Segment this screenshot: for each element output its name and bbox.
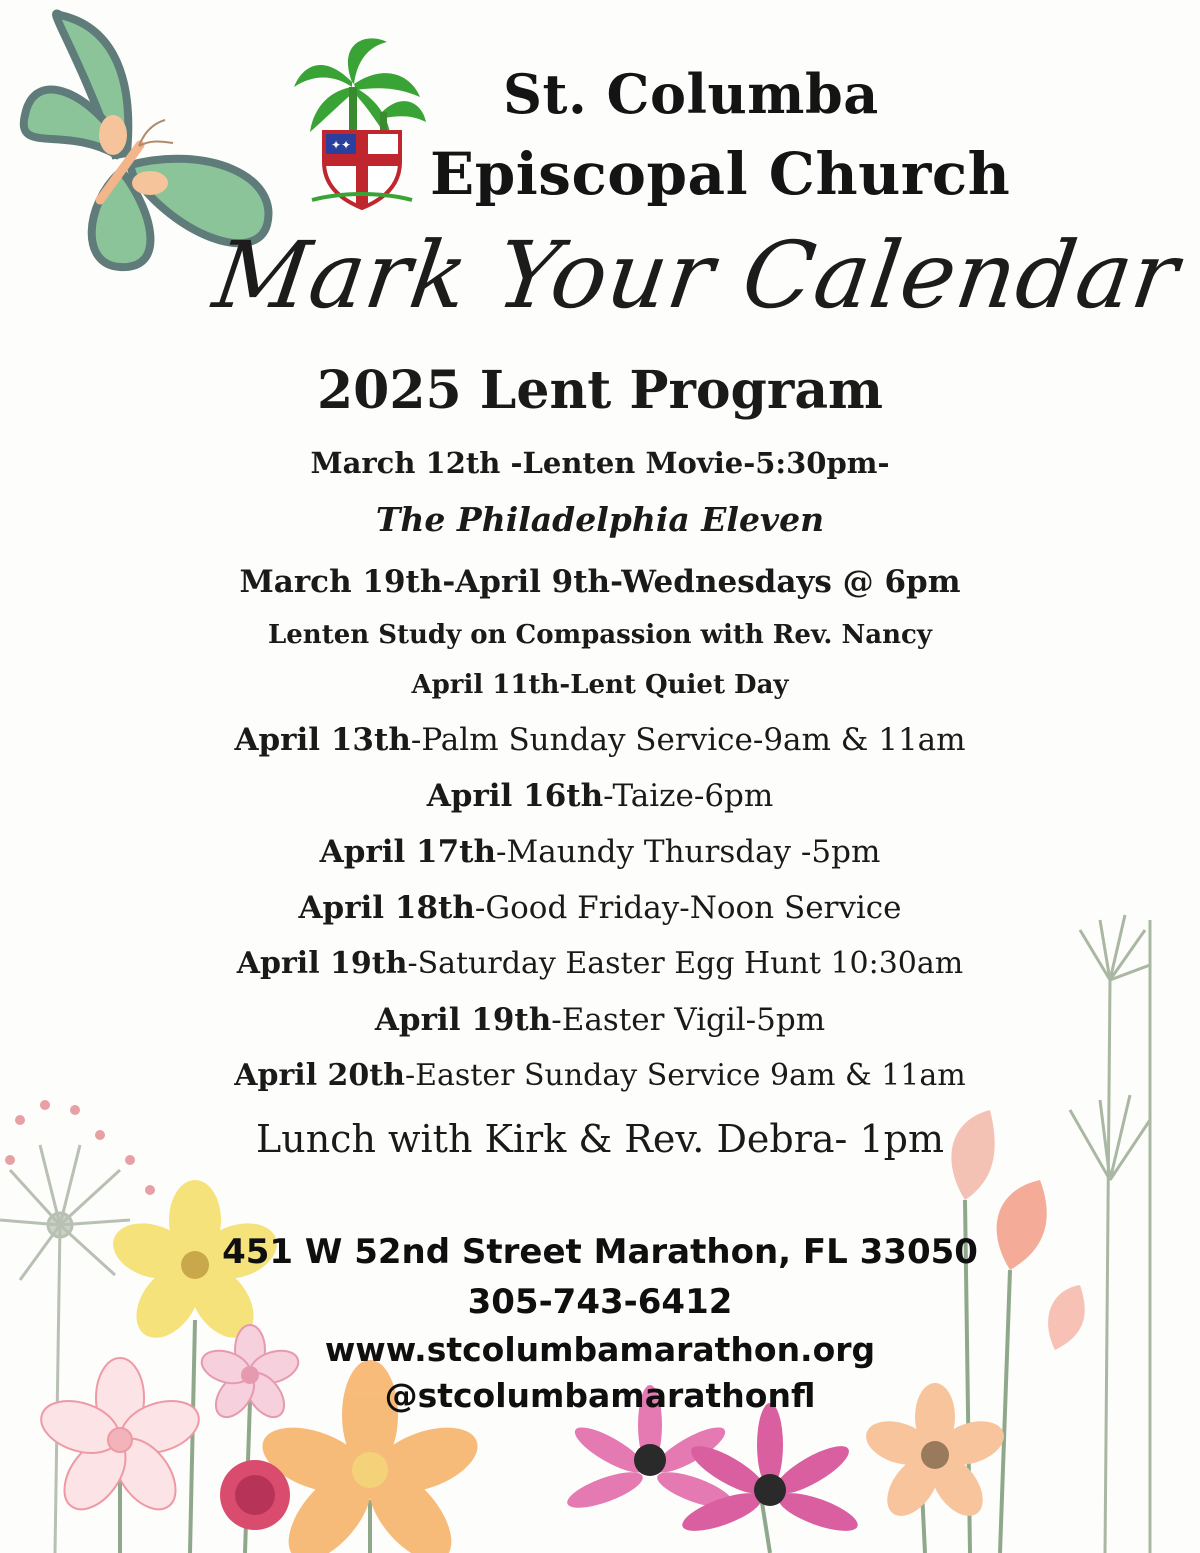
event-line [0, 620, 1200, 650]
event-date: April 18th [298, 890, 475, 926]
event-line [0, 670, 1200, 700]
headline-mark-your-calendar: Mark Your Calendar [207, 222, 1186, 329]
event-detail: Lenten Study on Compassion with Rev. Nancy [267, 620, 932, 650]
event-line [0, 834, 1200, 870]
event-title: The Philadelphia Eleven [375, 500, 825, 539]
event-date: April 11th-Lent Quiet Day [411, 670, 789, 700]
event-date: April 20th [234, 1058, 405, 1093]
event-line [0, 722, 1200, 758]
event-detail: -Taize-6pm [603, 778, 774, 814]
event-detail: -Maundy Thursday -5pm [496, 834, 881, 870]
event-detail: -Easter Vigil-5pm [551, 1002, 826, 1038]
event-date: April 19th [374, 1002, 552, 1038]
event-line [0, 564, 1200, 600]
event-detail: -Easter Sunday Service 9am & 11am [404, 1058, 966, 1093]
event-date: March 19th-April 9th-Wednesdays @ 6pm [239, 564, 961, 600]
event-detail: -Good Friday-Noon Service [474, 890, 902, 926]
event-date: March 12th -Lenten Movie-5:30pm- [310, 446, 890, 480]
church-address: 451 W 52nd Street Marathon, FL 33050 [222, 1232, 978, 1272]
church-phone: 305-743-6412 [467, 1282, 733, 1322]
floral-border-illustration [0, 880, 1200, 1553]
event-line [0, 778, 1200, 814]
church-name-line-2: Episcopal Church [430, 140, 1011, 208]
event-date: April 16th [426, 778, 604, 814]
church-logo-icon [292, 32, 427, 212]
church-social-handle[interactable]: @stcolumbamarathonfl [384, 1376, 816, 1415]
event-line [0, 446, 1200, 480]
svg-text:✦✦: ✦✦ [330, 138, 352, 152]
event-detail: -Saturday Easter Egg Hunt 10:30am [407, 946, 964, 981]
event-detail: Lunch with Kirk & Rev. Debra- 1pm [255, 1117, 944, 1161]
church-name-line-1: St. Columba [503, 62, 879, 126]
event-date: April 17th [319, 834, 497, 870]
church-website[interactable]: www.stcolumbamarathon.org [324, 1330, 876, 1369]
program-title: 2025 Lent Program [316, 360, 884, 421]
event-line [0, 500, 1200, 539]
event-detail: -Palm Sunday Service-9am & 11am [410, 722, 966, 758]
event-date: April 19th [236, 946, 408, 981]
event-date: April 13th [234, 722, 411, 758]
